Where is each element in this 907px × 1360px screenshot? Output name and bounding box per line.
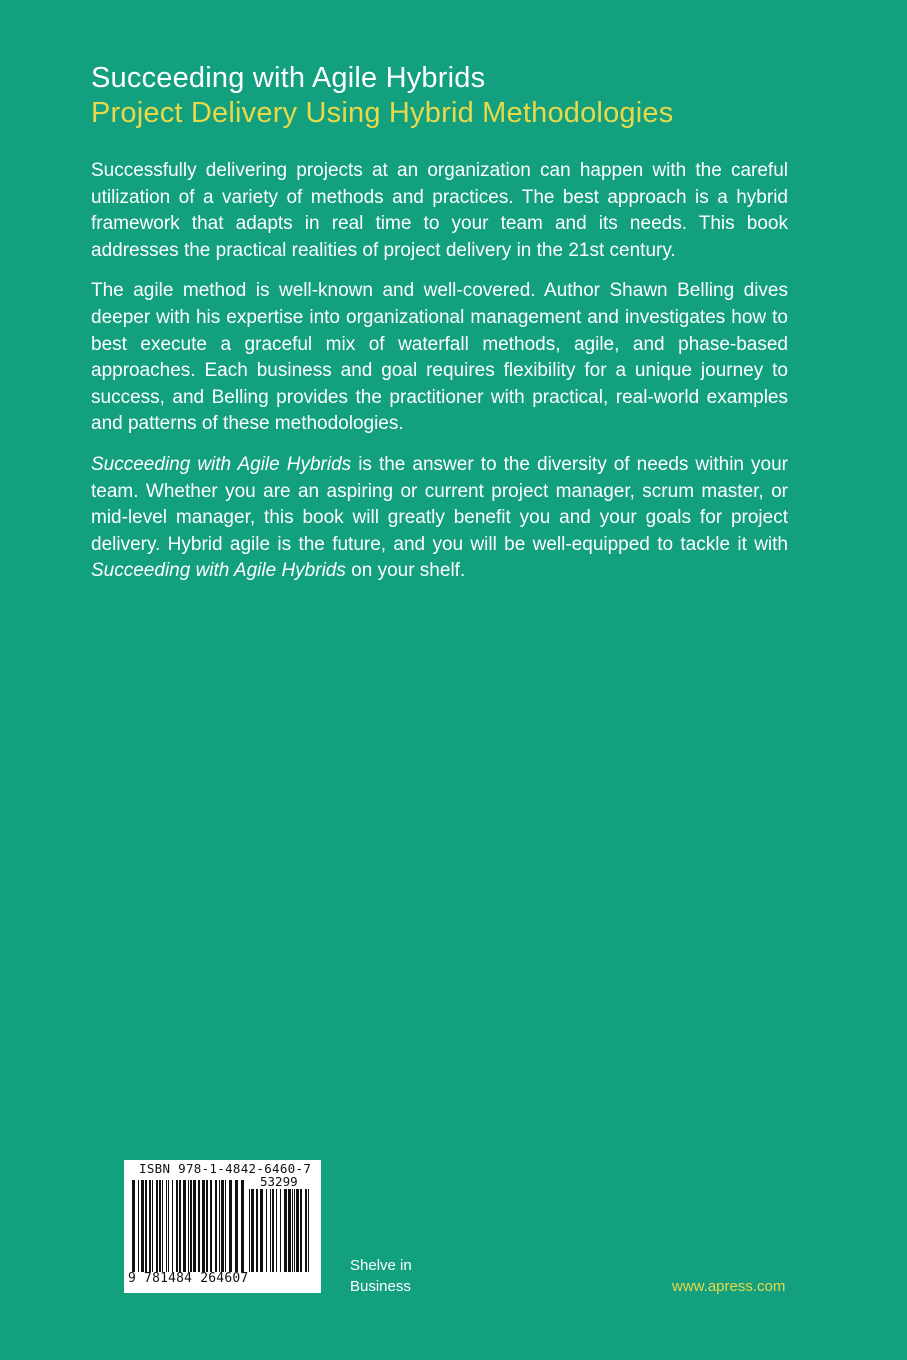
barcode-bar [272, 1189, 274, 1272]
barcode-bar [296, 1189, 299, 1272]
barcode-bar [276, 1189, 277, 1272]
barcode-bar [292, 1189, 293, 1272]
shelve-category: Business [350, 1278, 411, 1295]
barcode-bar [210, 1180, 212, 1272]
book-subtitle: Project Delivery Using Hybrid Methodologies [91, 97, 674, 129]
barcode-bar [229, 1180, 232, 1272]
ean-digits: 9 781484 264607 [128, 1271, 249, 1286]
barcode-bar [308, 1189, 309, 1272]
isbn-barcode [124, 1160, 321, 1293]
barcode-bar [190, 1180, 192, 1272]
barcode-bar [149, 1180, 151, 1272]
barcode-bar [235, 1180, 238, 1272]
barcode-bar [202, 1180, 205, 1272]
barcode-bar [294, 1189, 295, 1272]
barcode-bar [138, 1180, 139, 1272]
barcode-bar [219, 1180, 220, 1272]
barcode-bar [206, 1180, 208, 1272]
shelve-in-label: Shelve in [350, 1257, 412, 1274]
barcode-bar [284, 1189, 287, 1272]
barcode-bar [280, 1189, 281, 1272]
publisher-website-link[interactable]: www.apress.com [672, 1278, 786, 1295]
book-title: Succeeding with Agile Hybrids [91, 62, 486, 94]
barcode-bar [305, 1189, 307, 1272]
barcode-bar [176, 1180, 178, 1272]
barcode-bar [168, 1180, 169, 1272]
barcode-bar [166, 1180, 167, 1272]
barcode-bar [141, 1180, 144, 1272]
barcode-bar [193, 1180, 196, 1272]
barcode-bar [159, 1180, 161, 1272]
barcode-bar [260, 1189, 263, 1272]
barcode-bar [156, 1180, 158, 1272]
barcode-bar [266, 1189, 267, 1272]
paragraph-3-end: on your shelf. [345, 560, 466, 582]
barcode-bar [179, 1180, 181, 1272]
barcode-bar [221, 1180, 224, 1272]
barcode-bar [256, 1189, 258, 1272]
barcode-bar [225, 1180, 226, 1272]
ean-barcode-bars [132, 1180, 244, 1272]
description-paragraph-2: The agile method is well-known and well-covered. Author Shawn Belling dives deeper with his expertise into organizational management and investigates how to best execute a graceful mix of waterfall methods, agile, and phase-based approaches. Each business and goal requires flexibility for a unique journey to success, and Belling provides the practitioner with practical, real-world examples and patterns of these methodologies. [91, 280, 788, 435]
barcode-bar [188, 1180, 189, 1272]
barcode-bar [152, 1180, 153, 1272]
barcode-bar [270, 1189, 271, 1272]
description-paragraph-3 [91, 452, 788, 585]
barcode-bar [198, 1180, 200, 1272]
description-paragraph-1: Successfully delivering projects at an organization can happen with the careful utilization of a variety of methods and practices. The best approach is a hybrid framework that adapts in real time to your team and its needs. This book addresses the practical realities of project delivery in the 21st century. [91, 160, 788, 261]
italic-book-title: Succeeding with Agile Hybrids [91, 453, 352, 475]
barcode-bar [183, 1180, 186, 1272]
paragraph-3-text: is the answer to the diversity of needs within your team. Whether you are an aspiring or current project manager, scrum master, or mid-level manager, this book will greatly benefit you and your goals for project delivery. Hybrid agile is the future, and you will be well-equipped to tackle it with [91, 453, 789, 555]
barcode-bar [215, 1180, 217, 1272]
addon-barcode-bars [249, 1189, 311, 1272]
price-code: 53299 [260, 1174, 298, 1189]
barcode-bar [249, 1189, 250, 1272]
barcode-bar [145, 1180, 147, 1272]
barcode-bar [300, 1189, 302, 1272]
barcode-bar [162, 1180, 163, 1272]
barcode-bar [172, 1180, 173, 1272]
italic-book-title: Succeeding with Agile Hybrids [91, 560, 346, 582]
barcode-bar [251, 1189, 254, 1272]
barcode-bar [288, 1189, 291, 1272]
isbn-label: ISBN 978-1-4842-6460-7 [139, 1161, 312, 1176]
barcode-bar [132, 1180, 135, 1272]
book-description [91, 158, 788, 599]
barcode-bar [241, 1180, 244, 1272]
